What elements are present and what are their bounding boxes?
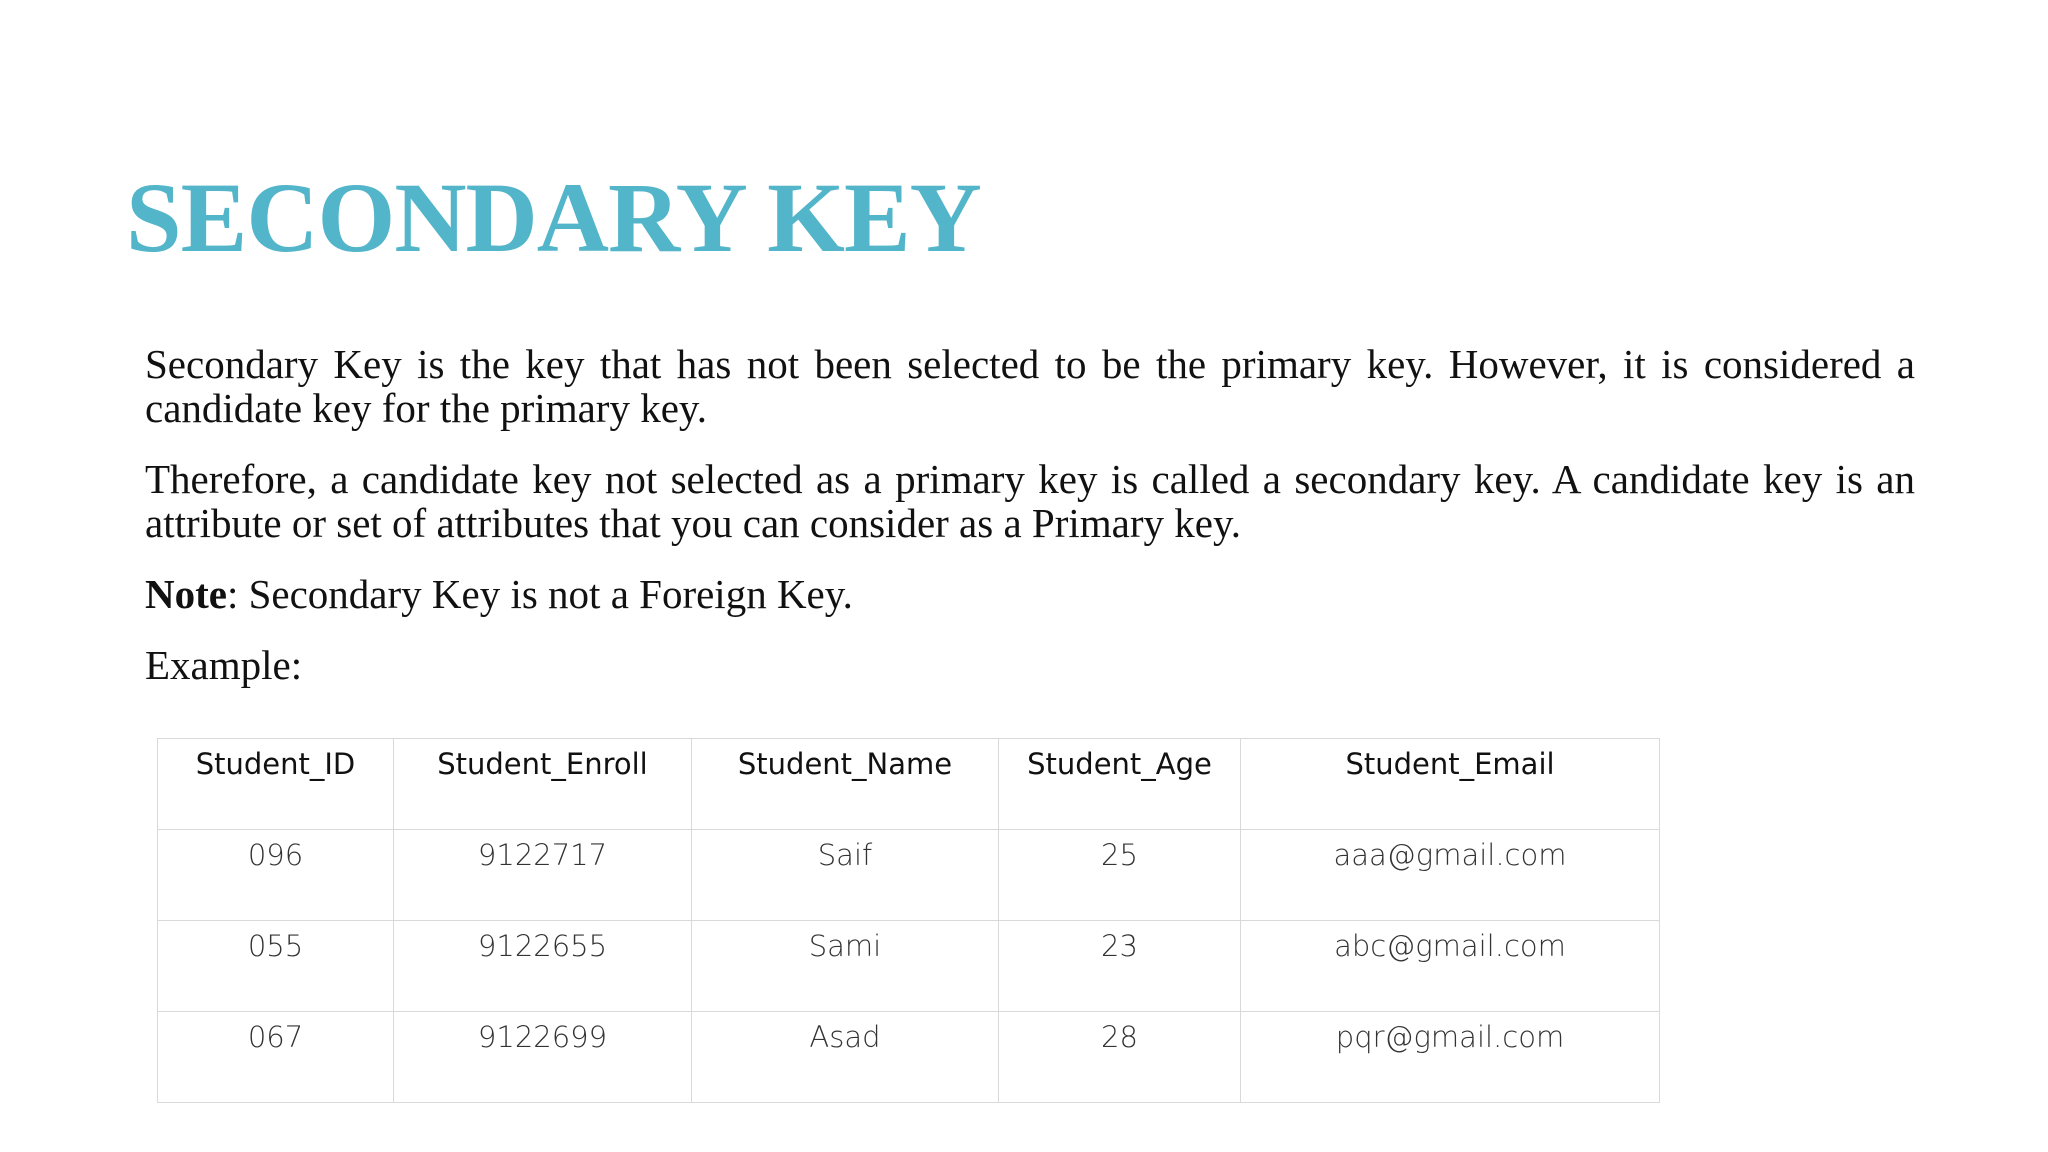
column-header-student-name: Student_Name (692, 739, 999, 830)
table-row (158, 1012, 1660, 1103)
cell-student-id: 067 (158, 1012, 394, 1103)
cell-student-id: 055 (158, 921, 394, 1012)
table-row (158, 921, 1660, 1012)
cell-student-enroll: 9122655 (394, 921, 692, 1012)
cell-student-email: aaa@gmail.com (1241, 830, 1660, 921)
column-header-student-age: Student_Age (999, 739, 1241, 830)
note-label: Note (145, 571, 227, 617)
slide-title: SECONDARY KEY (126, 162, 981, 273)
cell-student-enroll: 9122717 (394, 830, 692, 921)
column-header-student-enroll: Student_Enroll (394, 739, 692, 830)
table-row (158, 830, 1660, 921)
table-header-row (158, 739, 1660, 830)
cell-student-email: abc@gmail.com (1241, 921, 1660, 1012)
cell-student-age: 23 (999, 921, 1241, 1012)
note-text: : Secondary Key is not a Foreign Key. (226, 571, 853, 617)
slide-body (145, 342, 1915, 714)
cell-student-name: Saif (692, 830, 999, 921)
paragraph-definition: Secondary Key is the key that has not been selected to be the primary key. However, it is considered a candidate key for the primary key. (145, 341, 1915, 431)
column-header-student-email: Student_Email (1241, 739, 1660, 830)
note-line (145, 572, 1915, 616)
cell-student-enroll: 9122699 (394, 1012, 692, 1103)
paragraph-explanation: Therefore, a candidate key not selected as a primary key is called a secondary key. A candidate key is an attribute or set of attributes that you can consider as a Primary key. (145, 456, 1915, 546)
cell-student-age: 25 (999, 830, 1241, 921)
cell-student-age: 28 (999, 1012, 1241, 1103)
example-label: Example: (145, 642, 303, 688)
cell-student-name: Sami (692, 921, 999, 1012)
cell-student-id: 096 (158, 830, 394, 921)
cell-student-name: Asad (692, 1012, 999, 1103)
cell-student-email: pqr@gmail.com (1241, 1012, 1660, 1103)
column-header-student-id: Student_ID (158, 739, 394, 830)
student-table (157, 738, 1660, 1103)
